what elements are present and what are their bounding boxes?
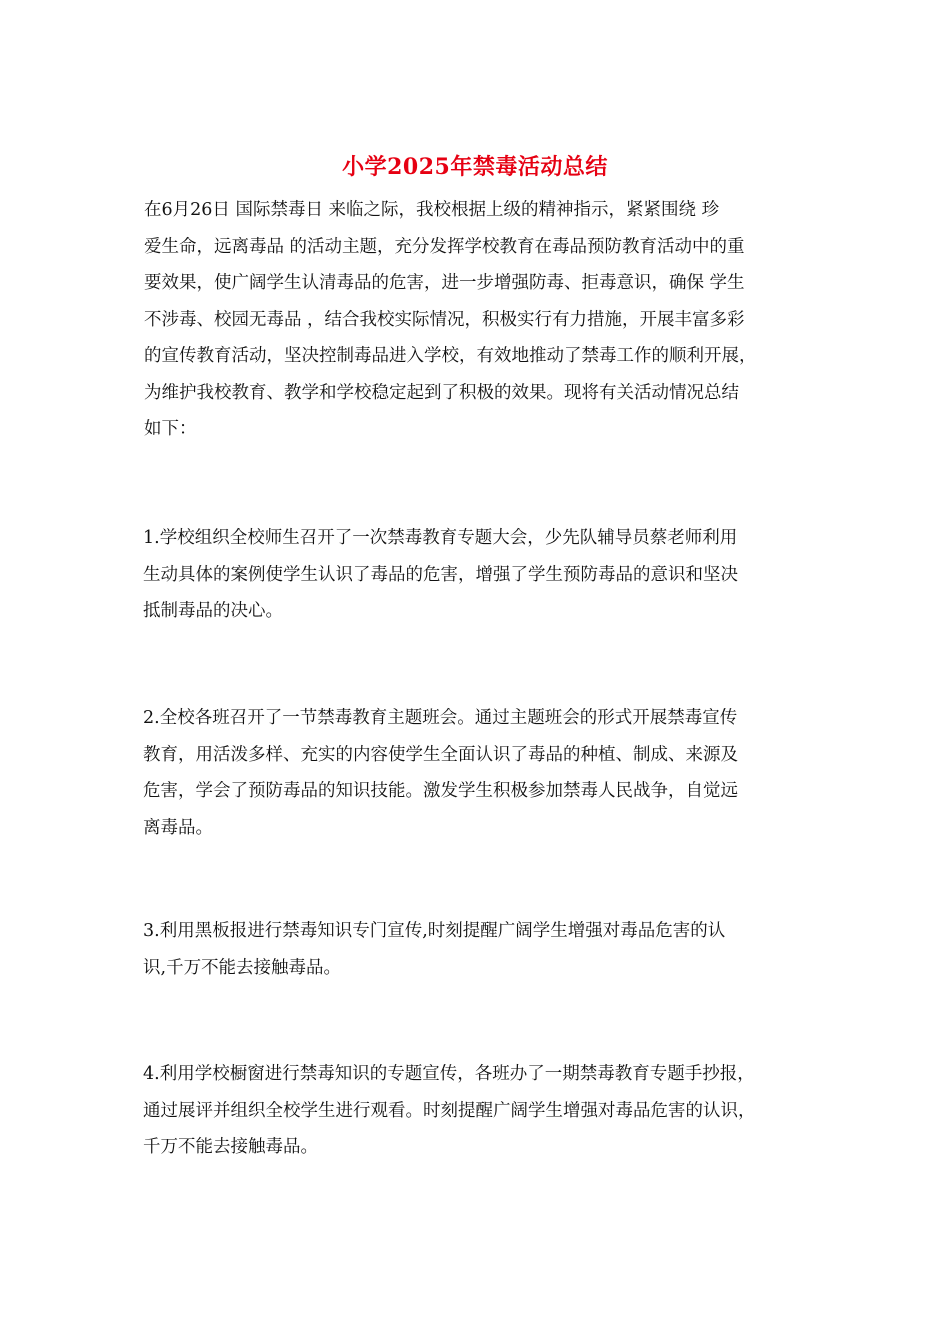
- text-line: 通过展评并组织全校学生进行观看。时刻提醒广阔学生增强对毒品危害的认识，: [143, 1100, 756, 1121]
- text-line: 爱生命，远离毒品 的活动主题，充分发挥学校教育在毒品预防教育活动中的重: [144, 236, 745, 257]
- text-line: 危害，学会了预防毒品的知识技能。激发学生积极参加禁毒人民战争，自觉远: [143, 781, 738, 801]
- list-item-1: [143, 520, 815, 630]
- text-line: 3.利用黑板报进行禁毒知识专门宣传,时刻提醒广阔学生增强对毒品危害的认: [143, 921, 726, 941]
- text-line: 生动具体的案例使学生认识了毒品的危害，增强了学生预防毒品的意识和坚决: [143, 564, 738, 585]
- document-title: 小学2025年禁毒活动总结: [342, 154, 608, 180]
- text-line: 1.学校组织全校师生召开了一次禁毒教育专题大会，少先队辅导员蔡老师利用: [143, 528, 738, 548]
- text-line: 教育，用活泼多样、充实的内容使学生全面认识了毒品的种植、制成、来源及: [143, 744, 738, 765]
- text-line: 识,千万不能去接触毒品。: [143, 957, 342, 978]
- text-line: 如下：: [144, 419, 197, 439]
- text-line: 抵制毒品的决心。: [143, 601, 283, 621]
- list-item-2: [143, 700, 815, 846]
- list-item-3: [143, 913, 815, 986]
- text-line: 4.利用学校橱窗进行禁毒知识的专题宣传，各班办了一期禁毒教育专题手抄报，: [143, 1064, 755, 1084]
- text-line: 千万不能去接触毒品。: [143, 1137, 318, 1157]
- text-line: 2.全校各班召开了一节禁毒教育主题班会。通过主题班会的形式开展禁毒宣传: [143, 708, 738, 728]
- text-line: 的宣传教育活动，坚决控制毒品进入学校，有效地推动了禁毒工作的顺利开展，: [144, 346, 757, 366]
- text-line: 在6月26日 国际禁毒日 来临之际，我校根据上级的精神指示，紧紧围绕 珍: [144, 200, 720, 220]
- list-item-4: [143, 1056, 815, 1166]
- text-line: 为维护我校教育、教学和学校稳定起到了积极的效果。现将有关活动情况总结: [144, 382, 739, 403]
- text-line: 要效果，使广阔学生认清毒品的危害，进一步增强防毒、拒毒意识，确保 学生: [144, 273, 745, 293]
- text-line: 不涉毒、校园无毒品 ，结合我校实际情况，积极实行有力措施，开展丰富多彩: [144, 309, 745, 330]
- text-line: 离毒品。: [143, 817, 213, 838]
- intro-paragraph: [144, 192, 816, 448]
